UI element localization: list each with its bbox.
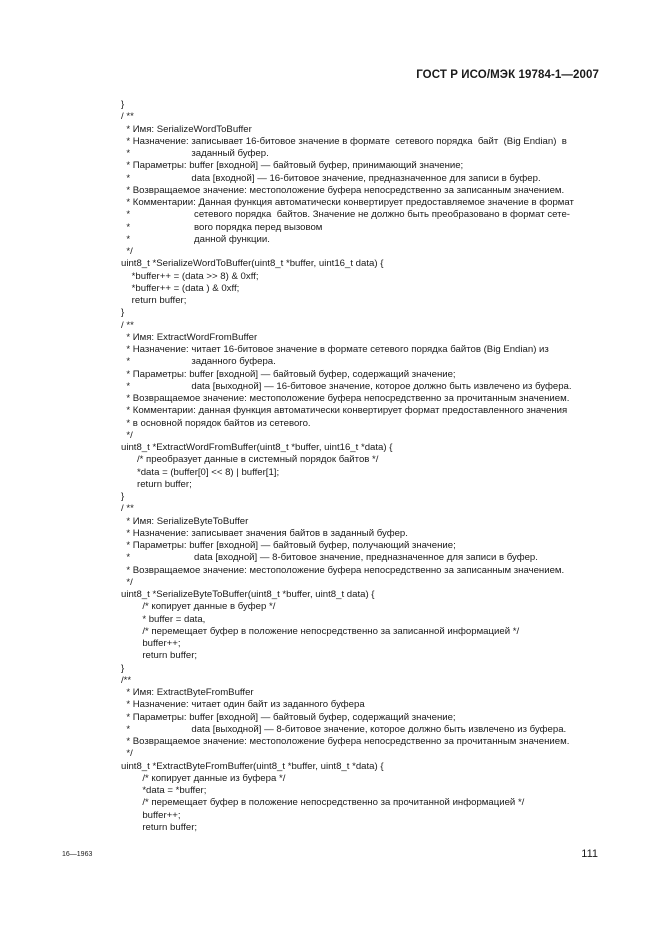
code-line: buffer++; <box>121 809 181 821</box>
code-line: uint8_t *ExtractWordFromBuffer(uint8_t *buffer, uint16_t *data) { <box>121 442 393 453</box>
code-line: *buffer++ = (data ) & 0xff; <box>121 282 240 294</box>
page-header: ГОСТ Р ИСО/МЭК 19784-1—2007 <box>416 69 599 81</box>
code-line: * Возвращаемое значение: местоположение буфера непосредственно за записанным значением. <box>121 184 565 196</box>
code-line: */ <box>121 748 133 760</box>
code-line: /* перемещает буфер в положение непосредственно за записанной информацией */ <box>121 625 520 637</box>
code-line: */ <box>121 576 133 588</box>
code-line: return buffer; <box>121 821 198 833</box>
code-line: } <box>121 491 125 502</box>
code-line: /* перемещает буфер в положение непосредственно за прочитанной информацией */ <box>121 797 525 809</box>
code-line: /* копирует данные в буфер */ <box>121 601 276 613</box>
code-line: * Имя: ExtractWordFromBuffer <box>121 331 258 343</box>
code-line: /** <box>121 674 132 686</box>
code-line: uint8_t *SerializeWordToBuffer(uint8_t *buffer, uint16_t data) { <box>121 258 384 270</box>
code-line: * Назначение: читает один байт из заданного буфера <box>121 699 365 711</box>
code-line: * Параметры: buffer [входной] — байтовый буфер, принимающий значение; <box>121 160 464 172</box>
code-line: * данной функции. <box>121 233 270 245</box>
code-line: uint8_t *SerializeByteToBuffer(uint8_t *buffer, uint8_t data) { <box>121 589 375 600</box>
code-line: } <box>121 307 125 319</box>
code-line: * Возвращаемое значение: местоположение буфера непосредственно за прочитанным значением. <box>121 393 570 404</box>
code-line: * Параметры: buffer [входной] — байтовый буфер, содержащий значение; <box>121 368 456 380</box>
code-line: * Имя: SerializeByteToBuffer <box>121 515 249 527</box>
code-line: * Назначение: записывает значения байтов в заданный буфер. <box>121 527 408 539</box>
code-line: * Имя: SerializeWordToBuffer <box>121 123 252 135</box>
code-line: / ** <box>121 503 134 515</box>
code-line: * data [выходной] — 8-битовое значение, которое должно быть извлечено из буфера. <box>121 723 567 735</box>
code-listing <box>121 99 611 834</box>
code-line: * Назначение: читает 16-битовое значение в формате сетевого порядка байтов (Big Endian) из <box>121 344 549 355</box>
code-line: / ** <box>121 111 134 123</box>
code-line: *buffer++ = (data >> 8) & 0xff; <box>121 270 259 282</box>
code-line: * заданный буфер. <box>121 148 269 159</box>
code-line: return buffer; <box>121 650 198 662</box>
code-line: * Параметры: buffer [входной] — байтовый буфер, содержащий значение; <box>121 711 456 723</box>
print-mark: 16—1963 <box>62 851 93 858</box>
code-line: * data [входной] — 8-битовое значение, предназначенное для записи в буфер. <box>121 552 538 564</box>
page-number: 111 <box>581 848 598 860</box>
code-line: /* копирует данные из буфера */ <box>121 772 286 784</box>
code-line: return buffer; <box>121 295 187 306</box>
code-line: * data [входной] — 16-битовое значение, предназначенное для записи в буфер. <box>121 172 541 184</box>
code-line: */ <box>121 246 133 257</box>
code-line: * в основной порядок байтов из сетевого. <box>121 417 311 429</box>
code-line: uint8_t *ExtractByteFromBuffer(uint8_t *buffer, uint8_t *data) { <box>121 760 384 772</box>
code-line: * Возвращаемое значение: местоположение буфера непосредственно за записанным значением. <box>121 564 565 576</box>
code-line: } <box>121 99 125 110</box>
code-line: * Имя: ExtractByteFromBuffer <box>121 687 254 698</box>
code-line: */ <box>121 429 133 441</box>
code-line: * Возвращаемое значение: местоположение буфера непосредственно за прочитанным значением. <box>121 736 570 747</box>
code-line: } <box>121 662 125 674</box>
code-line: * Комментарии: Данная функция автоматически конвертирует предоставляемое значение в формат <box>121 197 574 208</box>
code-line: * вого порядка перед вызовом <box>121 221 323 233</box>
code-line: *data = (buffer[0] << 8) | buffer[1]; <box>121 466 280 478</box>
code-line: * Параметры: buffer [входной] — байтовый буфер, получающий значение; <box>121 540 456 551</box>
code-line: buffer++; <box>121 638 181 649</box>
code-line: * data [выходной] — 16-битовое значение, которое должно быть извлечено из буфера. <box>121 380 572 392</box>
code-line: *data = *buffer; <box>121 785 207 796</box>
code-line: / ** <box>121 319 134 331</box>
code-line: /* преобразует данные в системный порядок байтов */ <box>121 454 379 466</box>
code-line: * сетевого порядка байтов. Значение не должно быть преобразовано в формат сете- <box>121 209 570 221</box>
code-line: * Назначение: записывает 16-битовое значение в формате сетевого порядка байт (Big Endian) в <box>121 135 567 147</box>
code-line: * buffer = data, <box>121 613 206 625</box>
code-line: * Комментарии: данная функция автоматически конвертирует формат предоставленного значения <box>121 405 568 417</box>
code-line: return buffer; <box>121 478 192 490</box>
code-line: * заданного буфера. <box>121 356 276 368</box>
